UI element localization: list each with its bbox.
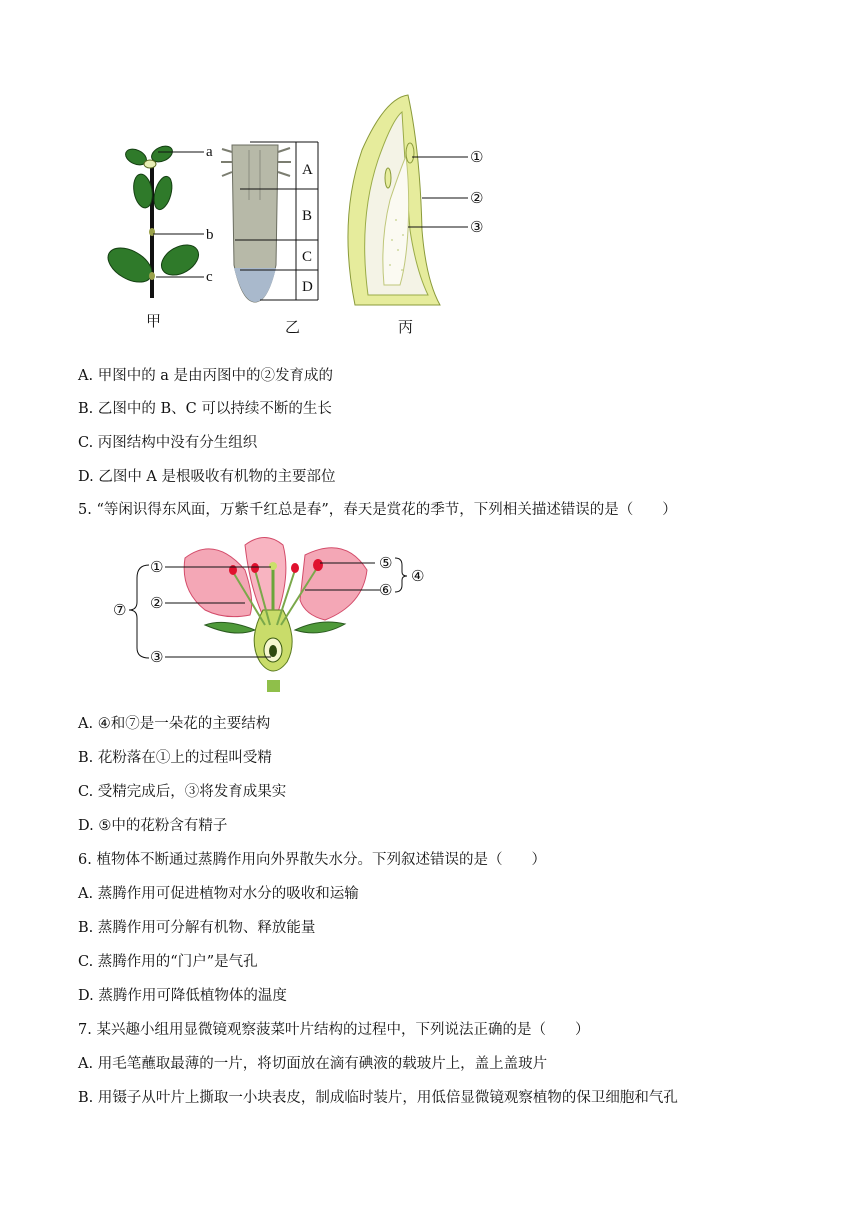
- flower-label-5: ⑤: [379, 554, 393, 572]
- q4-option-d: D. 乙图中 A 是根吸收有机物的主要部位: [78, 469, 336, 485]
- q6-stem: 6. 植物体不断通过蒸腾作用向外界散失水分。下列叙述错误的是（ ）: [78, 852, 546, 868]
- q6-option-d: D. 蒸腾作用可降低植物体的温度: [78, 988, 287, 1004]
- zone-A: A: [302, 162, 313, 178]
- q5-option-a: A. ④和⑦是一朵花的主要结构: [78, 716, 271, 732]
- flower-label-2: ②: [150, 594, 164, 612]
- plant-shoot-diagram: [102, 143, 213, 330]
- caption-jia: 甲: [146, 312, 162, 330]
- q5-stem: 5. “等闲识得东风面，万紫千红总是春”，春天是赏花的季节，下列相关描述错误的是（ ）: [78, 502, 677, 518]
- q4-option-a: A. 甲图中的 a 是由丙图中的②发育成的: [78, 368, 334, 384]
- q6-option-c: C. 蒸腾作用的“门户”是气孔: [78, 954, 258, 970]
- label-b: b: [206, 227, 214, 243]
- zone-B: B: [302, 208, 313, 224]
- q5-option-c: C. 受精完成后，③将发育成果实: [78, 784, 287, 800]
- q5-option-b: B. 花粉落在①上的过程叫受精: [78, 750, 272, 766]
- flower-label-7: ⑦: [113, 601, 127, 619]
- caption-bing: 丙: [398, 318, 414, 336]
- q5-option-d: D. ⑤中的花粉含有精子: [78, 818, 228, 834]
- q6-option-b: B. 蒸腾作用可分解有机物、释放能量: [78, 920, 316, 936]
- label-2: ②: [470, 189, 484, 207]
- label-c: c: [206, 269, 213, 285]
- figure-flower: [105, 530, 440, 695]
- q4-option-b: B. 乙图中的 B、C 可以持续不断的生长: [78, 401, 332, 417]
- figure-jia-yi-bing: [100, 90, 500, 340]
- q7-option-b: B. 用镊子从叶片上撕取一小块表皮，制成临时装片，用低倍显微镜观察植物的保卫细胞和气孔: [78, 1090, 678, 1106]
- label-1: ①: [470, 148, 484, 166]
- flower-label-3: ③: [150, 648, 164, 666]
- q7-option-a: A. 用毛笔蘸取最薄的一片，将切面放在滴有碘液的载玻片上，盖上盖玻片: [78, 1056, 548, 1072]
- flower-label-6: ⑥: [379, 581, 393, 599]
- label-3: ③: [470, 218, 484, 236]
- flower-label-4: ④: [411, 567, 425, 585]
- root-tip-diagram: [221, 142, 318, 336]
- bud-section-diagram: [348, 95, 484, 336]
- q7-stem: 7. 某兴趣小组用显微镜观察菠菜叶片结构的过程中，下列说法正确的是（ ）: [78, 1022, 590, 1038]
- zone-C: C: [302, 249, 313, 265]
- label-a: a: [206, 144, 213, 160]
- q6-option-a: A. 蒸腾作用可促进植物对水分的吸收和运输: [78, 886, 359, 902]
- caption-yi: 乙: [285, 318, 301, 336]
- zone-D: D: [302, 279, 313, 295]
- flower-label-1: ①: [150, 558, 164, 576]
- q4-option-c: C. 丙图结构中没有分生组织: [78, 435, 258, 451]
